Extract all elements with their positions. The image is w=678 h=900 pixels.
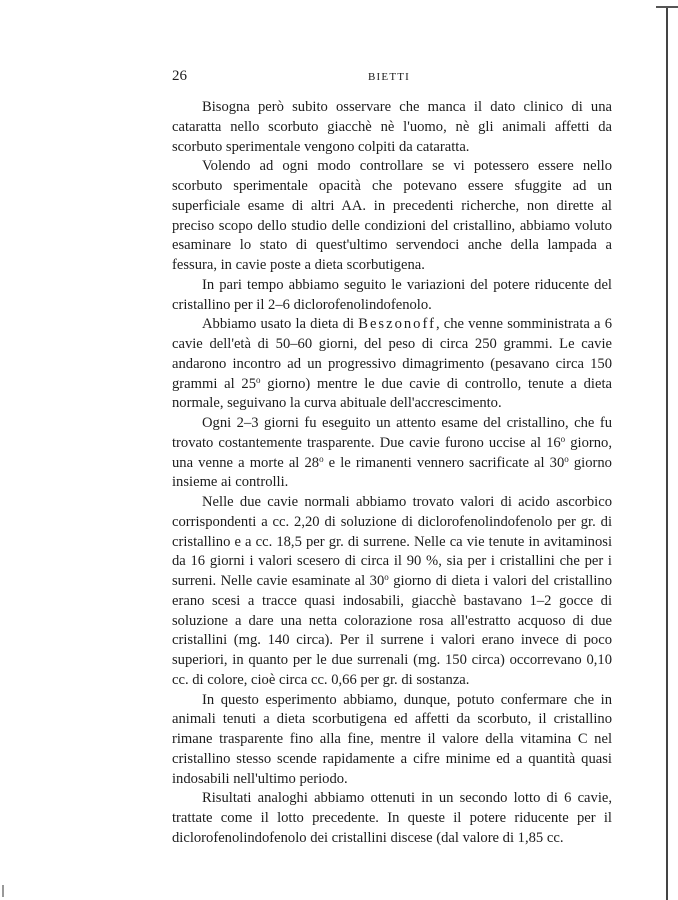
paragraph-2: Volendo ad ogni modo controllare se vi potessero essere nello scorbuto sperimentale opacità che potevano essere sfuggite ad un superficiale esame di altri AA. in precedenti richerche, non dirette al preciso scopo dello studio delle condizioni del cristallino, abbiamo voluto esaminare lo stato di quest'ultimo servendoci anche della lampada a fessura, in cavie poste a dieta scorbutigena. [172,158,612,273]
paragraph-3: In pari tempo abbiamo seguito le variazioni del potere riducente del cristallino per il 2–6 diclorofenolindofenolo. [172,276,612,313]
author-name: Beszonoff [358,316,436,333]
paragraph-4-text-b: , che venne somministrata a 6 cavie dell'età di 50–60 giorni, del peso di circa 250 grammi. Le cavie andarono incontro ad un progressivo dimagrimento (pesavano circa 150 grammi al 25 [172,316,612,392]
ordinal-mark: o [319,453,324,464]
paragraph-5-text-b: giorno, una venne a morte al 28 [172,434,612,471]
paragraph-1: Bisogna però subito osservare che manca il dato clinico di una cataratta nello scorbuto giacchè nè l'uomo, nè gli animali affetti da scorbuto sperimentale vengono colpiti da cataratta. [172,99,612,155]
body-text [172,98,612,849]
ordinal-mark: o [384,572,389,582]
paragraph-4-text-a: Abbiamo usato la dieta di [202,316,359,333]
running-head [172,68,612,90]
ordinal-mark: o [564,453,569,464]
paragraph-7: In questo esperimento abbiamo, dunque, potuto confermare che in animali tenuti a dieta scorbutigena ed affetti da scorbuto, il cristallino rimane trasparente fino alla fine, mentre il valore della vitamina C nel cristallino stesso scende rapidamente a cifre minime ed a quantità quasi indosabili nell'ultimo periodo. [172,691,612,787]
ordinal-mark: o [256,374,261,385]
paragraph-5-text-a: Ogni 2–3 giorni fu eseguito un attento esame del cristallino, che fu trovato costantemente trasparente. Due cavie furono uccise al 16 [172,415,612,451]
paragraph-5 [172,414,612,493]
paragraph-5-text-d: giorno insieme ai controlli. [172,454,612,491]
paragraph-4 [172,315,612,414]
paragraph-6 [172,493,612,691]
paragraph-6-text-b: giorno di dieta i valori del cristallino erano scesi a tracce quasi indosabili, giacchè bastavano 1–2 gocce di soluzione a dare una netta colorazione rosa all'estratto acquoso di due cristallini (mg. 140 circa). Per il surrene i valori erano invece di poco superiori, in quanto per le due surrenali (mg. 150 circa) occorrevano 0,10 cc. di colore, cioè circa cc. 0,66 per gr. di sostanza. [172,573,612,688]
paragraph-8: Risultati analoghi abbiamo ottenuti in un secondo lotto di 6 cavie, trattate come il lotto precedente. In queste il potere riducente per il diclorofenolindofenolo dei cristallini discese (dal valore di 1,85 cc. [172,790,612,846]
margin-tick [2,885,4,897]
ordinal-mark: o [560,433,566,444]
paragraph-6-text-a: Nelle due cavie normali abbiamo trovato valori di acido ascorbico corrispondenti a cc. 2,20 di soluzione di diclorofenolindofenolo per gr. di cristallino e a cc. 18,5 per gr. di surrene. Nelle ca vie tenute in avitaminosi da 16 giorni i valori scesero di circa il 90 %, sia per i cristallini che per i surreni. Nelle cavie esaminate al 30 [172,494,612,589]
paragraph-4-text-c: giorno) mentre le due cavie di controllo, tenute a dieta normale, seguivano la curva abituale dell'accrescimento. [172,375,612,412]
running-title: BIETTI [368,71,411,83]
page-number: 26 [172,68,187,84]
paragraph-5-text-c: e le rimanenti vennero sacrificate al 30 [323,454,565,471]
page-content [172,68,612,849]
margin-rule [666,8,668,900]
